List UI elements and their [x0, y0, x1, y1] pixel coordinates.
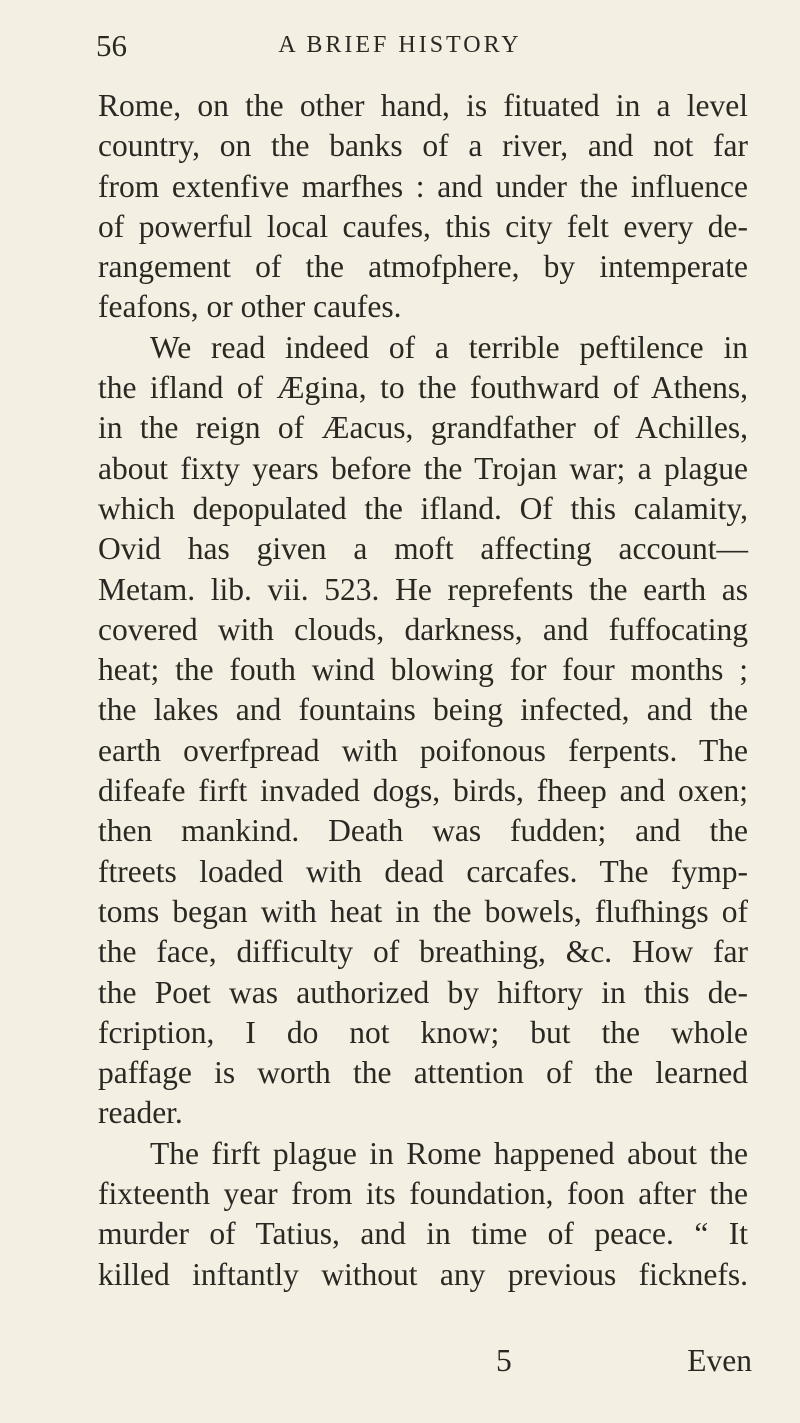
text-line: The firft plague in Rome happened about the: [150, 1135, 748, 1171]
text-line: the Poet was authorized by hiftory in this de-: [98, 974, 748, 1010]
body-text: [98, 86, 748, 1295]
text-line: the face, difficulty of breathing, &c. How far: [98, 934, 748, 970]
text-line: difeafe firft invaded dogs, birds, fheep and oxen;: [98, 773, 748, 809]
text-line: rangement of the atmofphere, by intemperate: [98, 249, 748, 285]
text-line: of powerful local caufes, this city felt every de-: [98, 208, 748, 244]
text-line: which depopulated the ifland. Of this calamity,: [98, 490, 748, 526]
text-line: fixteenth year from its foundation, foon after the: [98, 1176, 748, 1212]
text-line: paffage is worth the attention of the learned: [98, 1055, 748, 1091]
text-line: killed inftantly without any previous ficknefs.: [98, 1256, 748, 1292]
text-line: Ovid has given a moft affecting account—: [98, 531, 748, 567]
text-line: the lakes and fountains being infected, and the: [98, 692, 748, 728]
text-line: then mankind. Death was fudden; and the: [98, 813, 748, 849]
text-line: toms began with heat in the bowels, flufhings of: [98, 893, 748, 929]
text-line: heat; the fouth wind blowing for four months ;: [98, 652, 748, 688]
running-title: A BRIEF HISTORY: [278, 32, 522, 58]
signature-mark: 5: [496, 1343, 512, 1378]
text-line: from extenfive marfhes : and under the influence: [98, 168, 748, 204]
text-line: the ifland of Ægina, to the fouthward of Athens,: [98, 370, 748, 406]
text-line: country, on the banks of a river, and not far: [98, 128, 748, 164]
text-line: Metam. lib. vii. 523. He reprefents the earth as: [98, 571, 748, 607]
page-footer: [96, 1343, 752, 1387]
running-head: [96, 28, 704, 72]
text-line: murder of Tatius, and in time of peace. “ It: [98, 1216, 748, 1252]
text-line: ftreets loaded with dead carcafes. The fymp-: [98, 853, 748, 889]
text-line: earth overfpread with poifonous ferpents. The: [98, 732, 748, 768]
text-line: covered with clouds, darkness, and fuffocating: [98, 611, 748, 647]
text-line: Rome, on the other hand, is fituated in a level: [98, 88, 748, 123]
text-line: fcription, I do not know; but the whole: [98, 1014, 748, 1050]
text-line: reader.: [98, 1095, 183, 1131]
text-line: in the reign of Æacus, grandfather of Achilles,: [98, 410, 748, 446]
catchword: Even: [687, 1343, 752, 1378]
text-line: feafons, or other caufes.: [98, 289, 402, 325]
text-line: We read indeed of a terrible peftilence in: [150, 329, 748, 365]
text-line: about fixty years before the Trojan war; a plague: [98, 450, 748, 486]
page-number: 56: [96, 28, 127, 63]
